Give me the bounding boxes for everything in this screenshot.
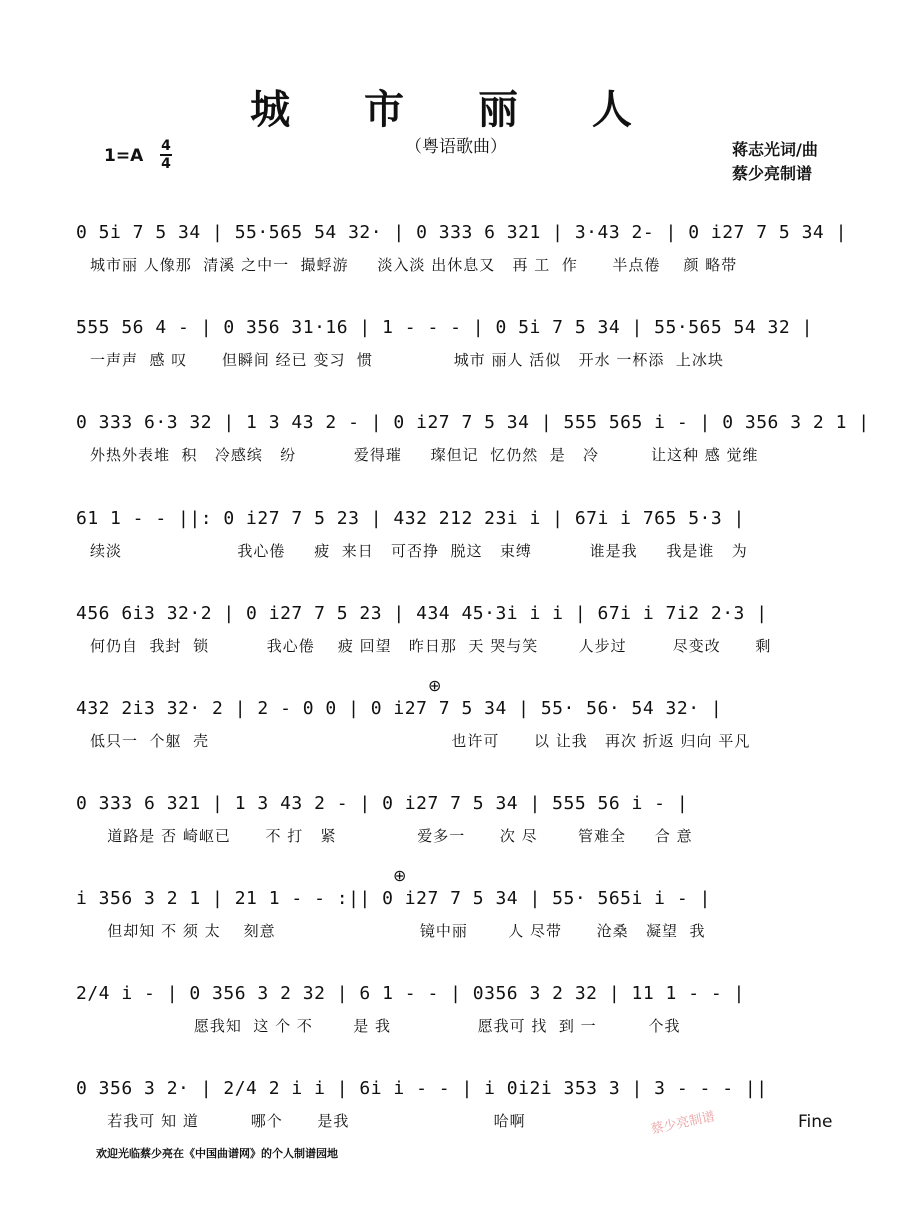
notes-line: 0 5i 7 5 34 | 55·565 54 32· | 0 333 6 321 | 3·43 2- | 0 i27 7 5 34 | [76,222,847,243]
coda-symbol: ⊕ [393,866,407,885]
score-row-2 [76,317,838,397]
lyrics-line: 续淡 我心倦 疲 来日 可否挣 脱这 束缚 谁是我 我是谁 为 [90,542,748,560]
notes-line: 0 333 6 321 | 1 3 43 2 - | 0 i27 7 5 34 | 555 56 i - | [76,793,689,814]
score-row-8 [76,888,838,968]
notes-line: 61 1 - - ||: 0 i27 7 5 23 | 432 212 23i i | 67i i 765 5·3 | [76,508,745,529]
score-row-5 [76,603,838,683]
score-row-1 [76,222,847,302]
notes-line: 2/4 i - | 0 356 3 2 32 | 6 1 - - | 0356 3 2 32 | 11 1 - - | [76,983,745,1004]
coda-symbol: ⊕ [428,676,442,695]
notes-line: 555 56 4 - | 0 356 31·16 | 1 - - - | 0 5i 7 5 34 | 55·565 54 32 | [76,317,813,338]
notes-line: i 356 3 2 1 | 21 1 - - :|| 0 i27 7 5 34 | 55· 565i i - | [76,888,711,909]
notes-line: 432 2i3 32· 2 | 2 - 0 0 | 0 i27 7 5 34 | 55· 56· 54 32· | [76,698,723,719]
lyrics-line: 城市丽 人像那 清溪 之中一 撮蜉游 淡入淡 出休息又 再 工 作 半点倦 颜 略带 [90,256,738,274]
fine-marking: Fine [798,1112,833,1132]
footer-note: 欢迎光临蔡少亮在《中国曲谱网》的个人制谱园地 [96,1147,338,1160]
lyrics-line: 若我可 知 道 哪个 是我 哈啊 [90,1112,526,1130]
subtitle: （粤语歌曲） [405,137,507,157]
score-row-7 [76,793,838,873]
lyrics-line: 外热外表堆 积 冷感缤 纷 爱得璀 璨但记 忆仍然 是 冷 让这种 感 觉维 [90,446,759,464]
lyrics-line: 愿我知 这 个 不 是 我 愿我可 找 到 一 个我 [90,1017,681,1035]
score-row-9 [76,983,838,1063]
page-title: 城 市 丽 人 [250,87,662,133]
meter-top: 4 [161,138,171,154]
lyrics-line: 道路是 否 崎岖已 不 打 紧 爱多一 次 尽 管难全 合 意 [90,827,693,845]
credit-transcriber: 蔡少亮制谱 [732,164,813,183]
notes-line: 456 6i3 32·2 | 0 i27 7 5 23 | 434 45·3i i i | 67i i 7i2 2·3 | [76,603,768,624]
score-row-3 [76,412,870,492]
time-signature [160,139,172,171]
notes-line: 0 333 6·3 32 | 1 3 43 2 - | 0 i27 7 5 34 | 555 565 i - | 0 356 3 2 1 | [76,412,870,433]
meter-bottom: 4 [161,156,171,172]
watermark: 蔡少亮制谱 [649,1109,717,1138]
lyrics-line: 但却知 不 须 太 刻意 镜中丽 人 尽带 沧桑 凝望 我 [90,922,706,940]
notes-line: 0 356 3 2· | 2/4 2 i i | 6i i - - | i 0i2i 353 3 | 3 - - - || [76,1078,768,1099]
credit-lyrics-music: 蒋志光词/曲 [732,140,818,159]
lyrics-line: 一声声 感 叹 但瞬间 经已 变习 惯 城市 丽人 活似 开水 一杯添 上冰块 [90,351,724,369]
key-signature: 1=A [104,146,144,166]
lyrics-line: 何仍自 我封 锁 我心倦 疲 回望 昨日那 天 哭与笑 人步过 尽变改 剩 [90,637,772,655]
lyrics-line: 低只一 个躯 壳 也许可 以 让我 再次 折返 归向 平凡 [90,732,751,750]
score-row-6 [76,698,838,778]
score-row-4 [76,508,838,588]
